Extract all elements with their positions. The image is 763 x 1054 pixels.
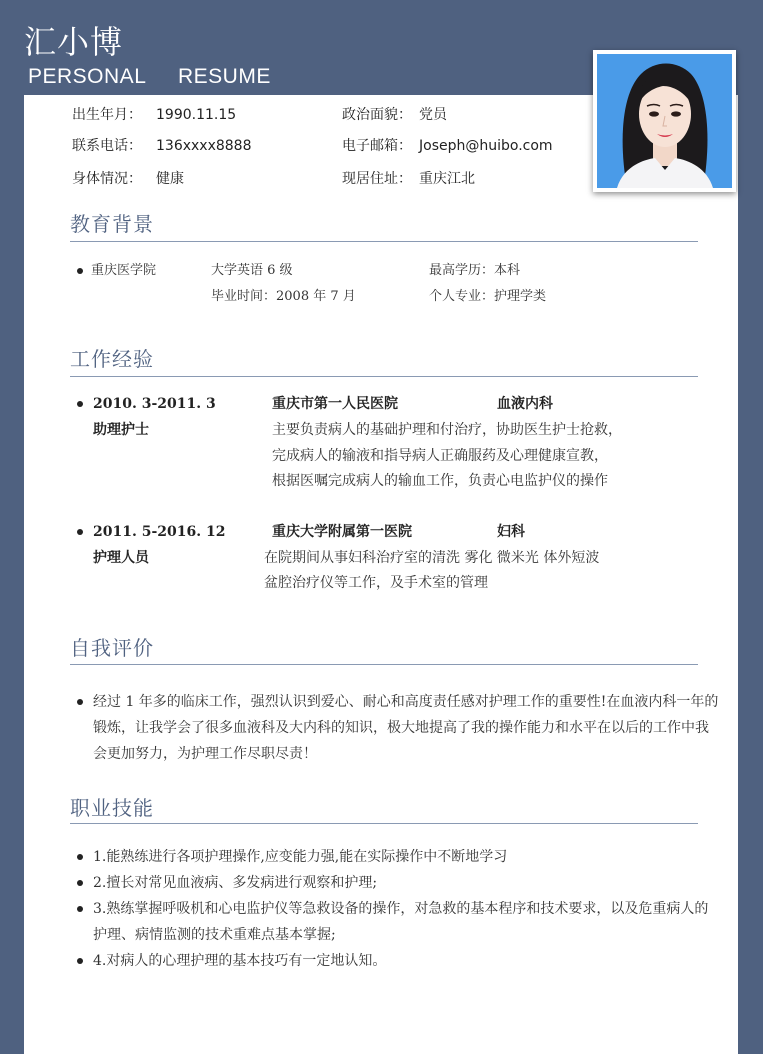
- subtitle-resume: RESUME: [178, 65, 271, 88]
- bullet-dot: [77, 880, 83, 886]
- education-title: 教育背景: [70, 212, 154, 236]
- skill-item-4: 4.对病人的心理护理的基本技巧有一定地认知。: [93, 953, 387, 969]
- bullet-dot: [77, 906, 83, 912]
- birth-value: 1990.11.15: [156, 107, 237, 123]
- political-label: 政治面貌：: [342, 107, 412, 123]
- address-value: 重庆江北: [419, 171, 475, 187]
- skill-item-2: 2.擅长对常见血液病、多发病进行观察和护理;: [93, 875, 378, 891]
- education-degree: 最高学历：本科: [429, 263, 521, 278]
- job-2-line-1: 在院期间从事妇科治疗室的清洗 雾化 微米光 体外短波: [264, 550, 600, 566]
- education-graduation: 毕业时间：2008 年 7 月: [211, 289, 356, 304]
- subtitle-personal: PERSONAL: [28, 65, 147, 88]
- job-1-role: 助理护士: [93, 422, 149, 438]
- education-english: 大学英语 6 级: [211, 263, 293, 278]
- job-2-period: 2011. 5-2016. 12: [93, 524, 226, 540]
- job-1-period: 2010. 3-2011. 3: [93, 396, 216, 412]
- resume-subtitle: [28, 64, 271, 90]
- address-label: 现居住址：: [342, 171, 412, 187]
- health-value: 健康: [156, 171, 184, 187]
- bullet-dot: [77, 268, 83, 274]
- work-title: 工作经验: [70, 347, 154, 371]
- bullet-dot: [77, 529, 83, 535]
- birth-label: 出生年月：: [72, 107, 142, 123]
- health-label: 身体情况：: [72, 171, 142, 187]
- bullet-dot: [77, 958, 83, 964]
- skills-title: 职业技能: [70, 796, 154, 820]
- job-2-hospital: 重庆大学附属第一医院: [272, 524, 412, 540]
- email-value: Joseph@huibo.com: [419, 138, 553, 154]
- bullet-dot: [77, 699, 83, 705]
- job-1-line-3: 根据医嘱完成病人的输血工作，负责心电监护仪的操作: [272, 473, 608, 489]
- self-eval-title: 自我评价: [70, 636, 154, 660]
- education-major: 个人专业：护理学类: [429, 289, 547, 304]
- skill-item-1: 1.能熟练进行各项护理操作,应变能力强,能在实际操作中不断地学习: [93, 849, 508, 865]
- email-label: 电子邮箱：: [342, 138, 412, 154]
- job-2-line-2: 盆腔治疗仪等工作，及手术室的管理: [264, 575, 488, 591]
- work-divider: [70, 376, 698, 377]
- profile-photo: [593, 50, 736, 192]
- bullet-dot: [77, 401, 83, 407]
- job-1-line-2: 完成病人的输液和指导病人正确服药及心理健康宣教，: [272, 448, 608, 464]
- job-1-hospital: 重庆市第一人民医院: [272, 396, 398, 412]
- phone-label: 联系电话：: [72, 138, 142, 154]
- self-eval-divider: [70, 664, 698, 665]
- phone-value: 136xxxx8888: [156, 138, 252, 154]
- job-2-role: 护理人员: [93, 550, 149, 566]
- skills-divider: [70, 823, 698, 824]
- resume-name: 汇小博: [24, 23, 124, 61]
- bullet-dot: [77, 854, 83, 860]
- political-value: 党员: [419, 107, 447, 123]
- education-school: 重庆医学院: [91, 263, 157, 278]
- skill-item-3: 3.熟练掌握呼吸机和心电监护仪等急救设备的操作，对急救的基本程序和技术要求，以及危重病人的护理、病情监测的技术重难点基本掌握;: [93, 901, 709, 943]
- portrait-image: [597, 54, 732, 188]
- job-2-dept: 妇科: [497, 524, 525, 540]
- education-divider: [70, 241, 698, 242]
- job-1-line-1: 主要负责病人的基础护理和付治疗，协助医生护士抢救，: [272, 422, 622, 438]
- job-1-dept: 血液内科: [497, 396, 553, 412]
- self-eval-text: 经过 1 年多的临床工作，强烈认识到爱心、耐心和高度责任感对护理工作的重要性!在血液内科一年的锻炼，让我学会了很多血液科及大内科的知识，极大地提高了我的操作能力和水平在以后的工作中我会更加努力，为护理工作尽职尽责！: [93, 694, 719, 762]
